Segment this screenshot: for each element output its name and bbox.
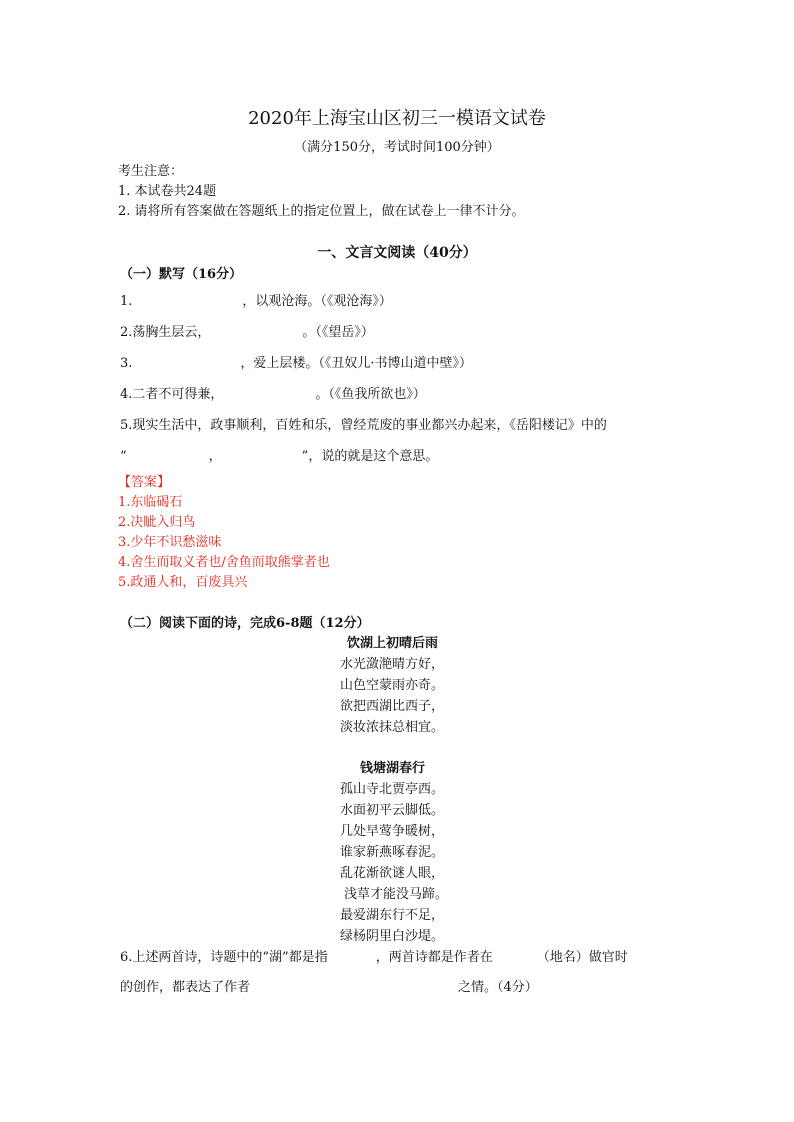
section-1-heading: 一、文言文阅读（40分）	[317, 245, 477, 261]
poem-1-title: 饮湖上初晴后雨	[347, 636, 439, 651]
question-2	[120, 321, 374, 340]
question-6-part-b: ，两首诗都是作者在	[375, 950, 493, 965]
answer-item-3: 3.少年不识愁滋味	[118, 535, 222, 550]
question-6-line-1	[120, 946, 628, 965]
notice-heading: 考生注意：	[118, 164, 184, 179]
answer-item-1: 1.东临碣石	[118, 495, 183, 510]
poem-2-line: 水面初平云脚低。	[340, 803, 445, 818]
question-1-number: 1.	[120, 294, 133, 309]
answer-item-5: 5.政通人和，百废具兴	[118, 575, 248, 590]
question-5-line-1: 5.现实生活中，政事顺利，百姓和乐，曾经荒废的事业都兴办起来，《岳阳楼记》中的	[120, 418, 607, 433]
answer-item-4: 4.舍生而取义者也/舍鱼而取熊掌者也	[118, 555, 330, 570]
poem-2-line: 浅草才能没马蹄。	[344, 887, 449, 902]
question-4	[120, 383, 426, 402]
question-3-number: 3.	[120, 356, 133, 371]
question-5-close: ”，说的就是这个意思。	[301, 449, 439, 464]
open-quote: “	[120, 449, 127, 464]
poem-2-line: 孤山寺北贾亭西。	[340, 782, 445, 797]
question-6-part-c: （地名）做官时	[536, 950, 628, 965]
poem-2-title: 钱塘湖春行	[360, 761, 426, 776]
answer-heading: 【答案】	[118, 475, 171, 490]
question-3-text: ，爱上层楼。（《丑奴儿·书博山道中壁》）	[240, 356, 473, 371]
exam-subtitle: （满分150分，考试时间100分钟）	[294, 140, 500, 155]
poem-1-line: 水光潋滟晴方好，	[340, 657, 445, 672]
question-6-part-e: 之情。（4分）	[458, 980, 538, 995]
notice-item-2: 2. 请将所有答案做在答题纸上的指定位置上，做在试卷上一律不计分。	[118, 204, 525, 219]
part-2-heading: （二）阅读下面的诗，完成6-8题（12分）	[120, 616, 370, 631]
question-2-post: 。（《望岳》）	[302, 325, 374, 340]
poem-1-line: 淡妆浓抹总相宜。	[340, 720, 445, 735]
question-4-post: 。（《鱼我所欲也》）	[315, 387, 426, 402]
quote-comma: ，	[208, 449, 222, 464]
question-5-line-2	[120, 445, 438, 464]
part-1-heading: （一）默写（16分）	[120, 267, 243, 282]
poem-2-line: 几处早莺争暖树，	[340, 824, 445, 839]
poem-2-line: 最爱湖东行不足，	[340, 908, 445, 923]
poem-2-line: 乱花渐欲谜人眼，	[340, 866, 445, 881]
question-6-line-2	[120, 976, 538, 995]
exam-title: 2020年上海宝山区初三一模语文试卷	[248, 108, 546, 129]
question-3	[120, 352, 472, 371]
question-6-part-d: 的创作，都表达了作者	[120, 980, 251, 995]
question-6-part-a: 6.上述两首诗，诗题中的“湖”都是指	[120, 950, 328, 965]
question-1	[120, 290, 392, 309]
question-2-pre: 2.荡胸生层云，	[120, 325, 211, 340]
answer-item-2: 2.决眦入归鸟	[118, 515, 196, 530]
poem-1-line: 山色空蒙雨亦奇。	[340, 678, 445, 693]
notice-item-1: 1. 本试卷共24题	[118, 184, 217, 199]
question-4-pre: 4.二者不可得兼，	[120, 387, 224, 402]
poem-2-line: 绿杨阴里白沙堤。	[340, 929, 445, 944]
question-1-text: ，以观沧海。（《观沧海》）	[242, 294, 392, 309]
poem-2-line: 谁家新燕啄春泥。	[340, 845, 445, 860]
poem-1-line: 欲把西湖比西子，	[340, 699, 445, 714]
